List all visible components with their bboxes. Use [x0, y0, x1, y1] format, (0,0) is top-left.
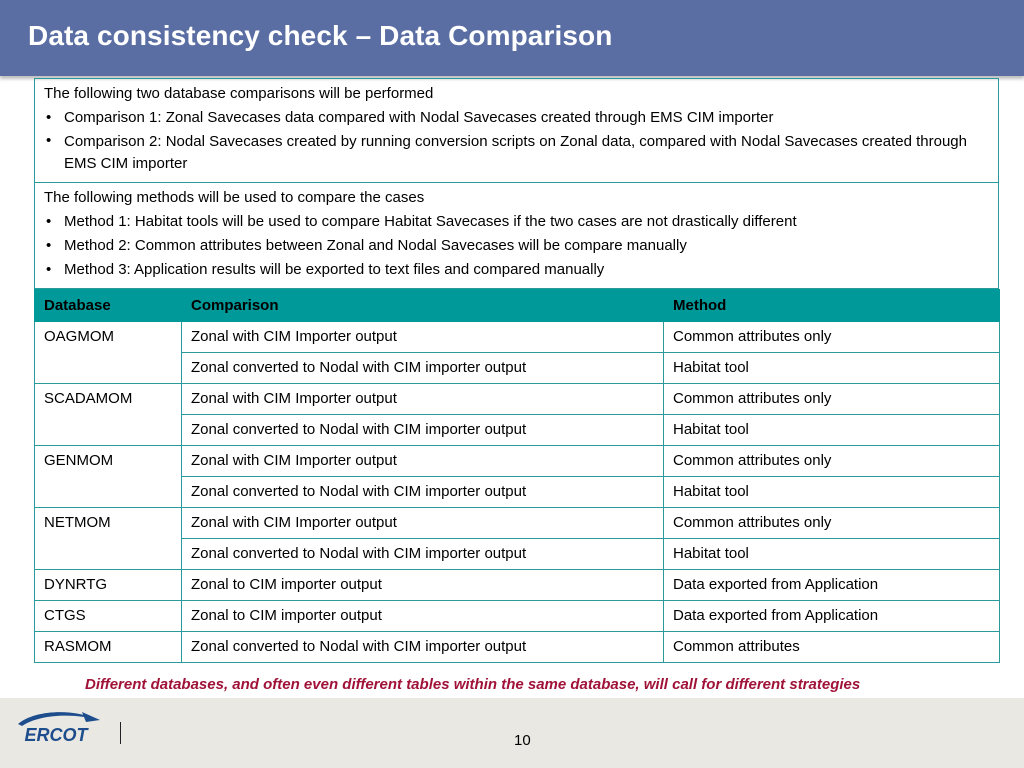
- title-bar: [0, 0, 1024, 76]
- method-cell: Common attributes only: [664, 384, 1000, 415]
- comparison-cell: Zonal converted to Nodal with CIM importer output: [182, 632, 664, 663]
- comparison-cell: Zonal to CIM importer output: [182, 570, 664, 601]
- footer-divider: [120, 722, 121, 744]
- table-row: [35, 570, 1000, 601]
- database-cell: OAGMOM: [35, 322, 182, 384]
- table-row: [35, 384, 1000, 415]
- table-header-row: [35, 290, 1000, 322]
- method-cell: Habitat tool: [664, 539, 1000, 570]
- comparison-cell: Zonal converted to Nodal with CIM importer output: [182, 477, 664, 508]
- method-cell: Data exported from Application: [664, 570, 1000, 601]
- strategy-note: Different databases, and often even different tables within the same database, will call for different strategies: [85, 676, 861, 693]
- comparison-cell: Zonal to CIM importer output: [182, 601, 664, 632]
- comparison-item: • Comparison 2: Nodal Savecases created by running conversion scripts on Zonal data, compared with Nodal Savecases created through EMS CIM importer: [44, 130, 989, 176]
- method-item: • Method 3: Application results will be exported to text files and compared manually: [44, 258, 989, 282]
- comparisons-intro: The following two database comparisons will be performed: [44, 85, 434, 102]
- method-item: • Method 1: Habitat tools will be used to compare Habitat Savecases if the two cases are not drastically different: [44, 210, 989, 234]
- comparisons-list: [44, 106, 989, 176]
- table-row: [35, 446, 1000, 477]
- method-cell: Habitat tool: [664, 353, 1000, 384]
- method-cell: Habitat tool: [664, 415, 1000, 446]
- footer: [0, 698, 1024, 768]
- header-method: Method: [664, 290, 1000, 322]
- header-comparison: Comparison: [182, 290, 664, 322]
- ercot-logo: [12, 708, 102, 748]
- comparison-cell: Zonal converted to Nodal with CIM importer output: [182, 539, 664, 570]
- database-cell: CTGS: [35, 601, 182, 632]
- page-number: 10: [514, 732, 531, 749]
- comparison-cell: Zonal with CIM Importer output: [182, 508, 664, 539]
- database-cell: SCADAMOM: [35, 384, 182, 446]
- database-cell: RASMOM: [35, 632, 182, 663]
- comparison-cell: Zonal with CIM Importer output: [182, 446, 664, 477]
- method-cell: Habitat tool: [664, 477, 1000, 508]
- table-row: [35, 322, 1000, 353]
- header-database: Database: [35, 290, 182, 322]
- method-item: • Method 2: Common attributes between Zonal and Nodal Savecases will be compare manually: [44, 234, 989, 258]
- methods-list: [44, 210, 989, 282]
- methods-box: [34, 183, 999, 289]
- comparison-item: • Comparison 1: Zonal Savecases data compared with Nodal Savecases created through EMS CIM importer: [44, 106, 989, 130]
- method-cell: Common attributes only: [664, 322, 1000, 353]
- slide-content: [34, 78, 999, 663]
- method-cell: Common attributes only: [664, 446, 1000, 477]
- database-cell: NETMOM: [35, 508, 182, 570]
- methods-intro: The following methods will be used to compare the cases: [44, 189, 425, 206]
- comparison-table: [34, 289, 1000, 663]
- table-row: [35, 632, 1000, 663]
- method-cell: Common attributes only: [664, 508, 1000, 539]
- table-row: [35, 601, 1000, 632]
- comparison-cell: Zonal with CIM Importer output: [182, 384, 664, 415]
- method-cell: Common attributes: [664, 632, 1000, 663]
- comparisons-box: [34, 78, 999, 183]
- database-cell: DYNRTG: [35, 570, 182, 601]
- logo-text: ERCOT: [24, 725, 88, 745]
- method-cell: Data exported from Application: [664, 601, 1000, 632]
- comparison-cell: Zonal with CIM Importer output: [182, 322, 664, 353]
- database-cell: GENMOM: [35, 446, 182, 508]
- comparison-cell: Zonal converted to Nodal with CIM importer output: [182, 415, 664, 446]
- table-row: [35, 508, 1000, 539]
- comparison-cell: Zonal converted to Nodal with CIM importer output: [182, 353, 664, 384]
- slide-title: Data consistency check – Data Comparison: [28, 20, 613, 51]
